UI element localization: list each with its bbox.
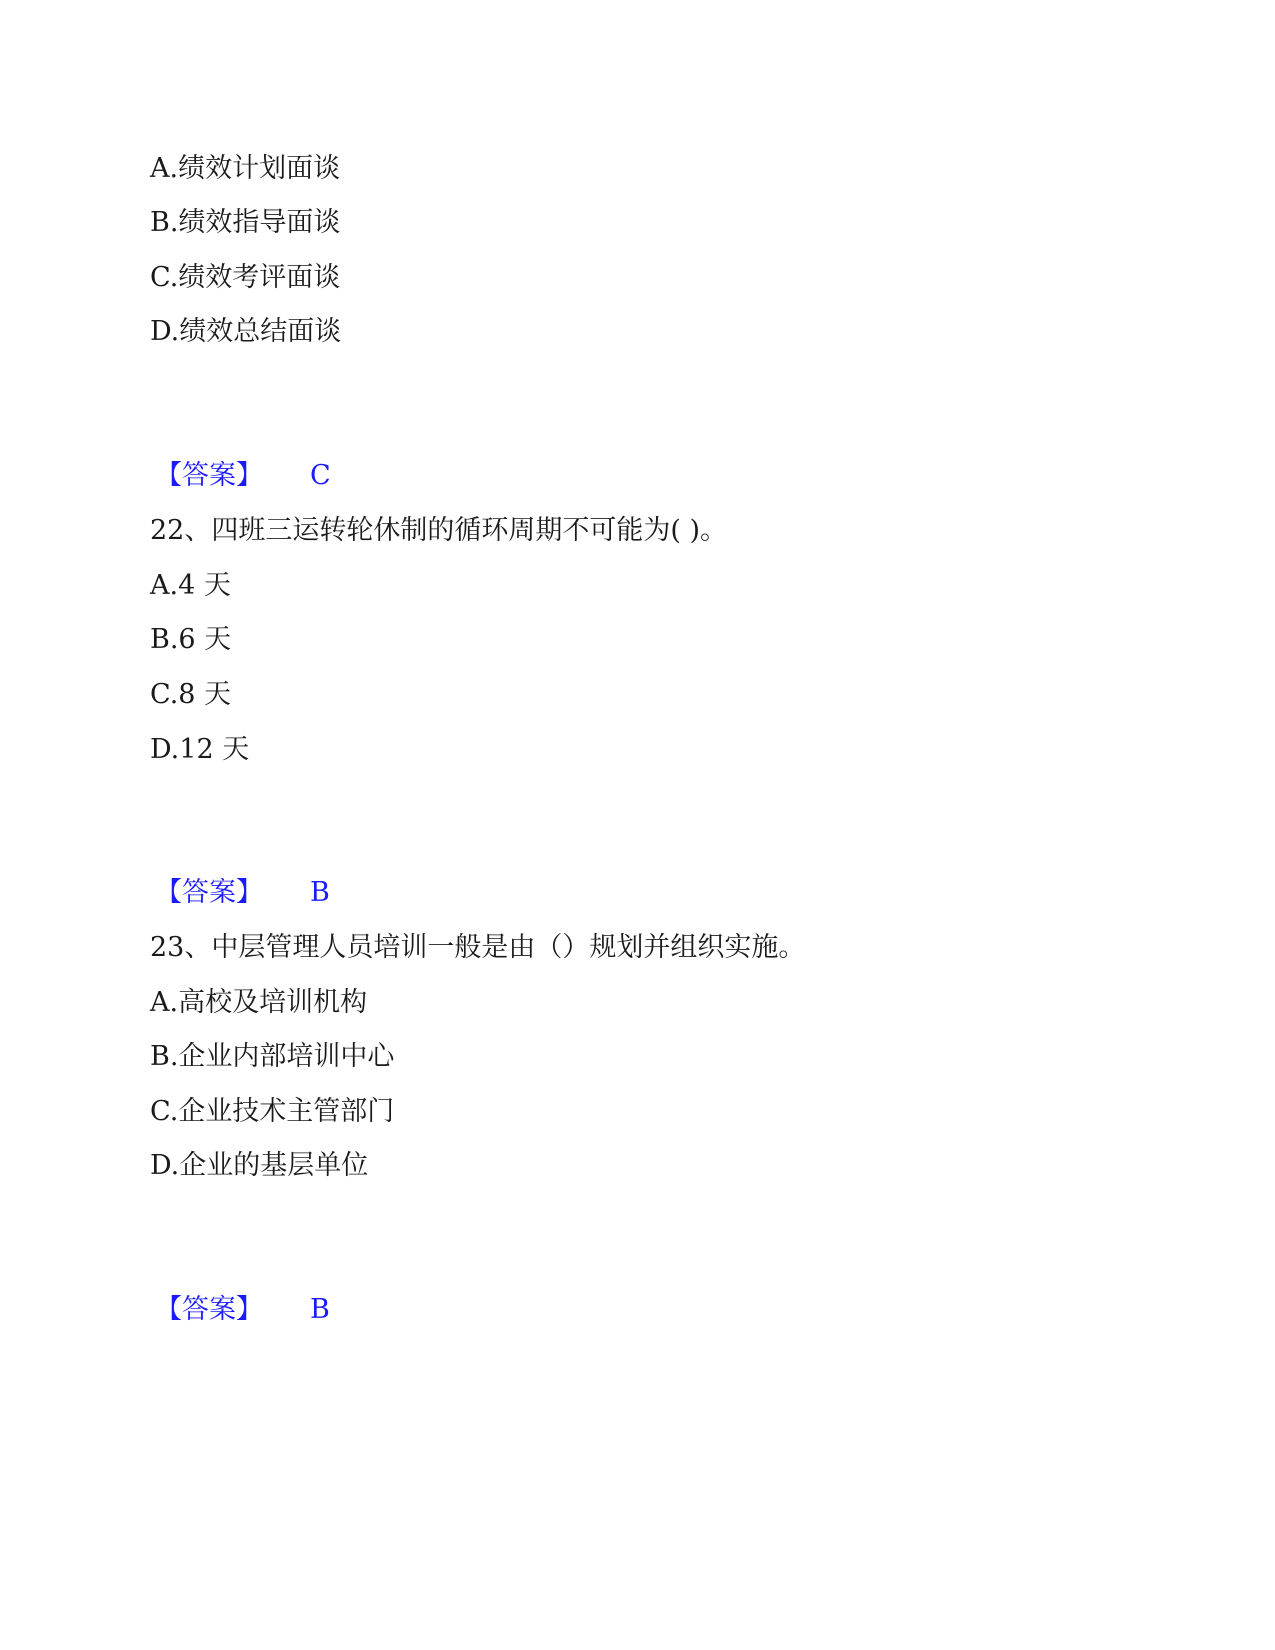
answer-value: C: [310, 460, 331, 491]
answer-row: [155, 876, 330, 910]
answer-value: B: [310, 877, 330, 908]
answer-label: 【答案】: [155, 877, 263, 908]
answer-label: 【答案】: [155, 460, 263, 491]
option-c: C.8 天: [150, 679, 232, 710]
option-a: A.高校及培训机构: [150, 987, 368, 1018]
option-a: A.绩效计划面谈: [150, 153, 341, 184]
question-22: 22、四班三运转轮休制的循环周期不可能为( )。: [150, 515, 728, 546]
question-23: 23、中层管理人员培训一般是由（）规划并组织实施。: [150, 932, 806, 963]
option-b: B.6 天: [150, 624, 232, 655]
answer-label: 【答案】: [155, 1294, 263, 1325]
option-c: C.企业技术主管部门: [150, 1096, 395, 1127]
answer-row: [155, 1293, 330, 1327]
answer-value: B: [310, 1294, 330, 1325]
option-d: D.绩效总结面谈: [150, 316, 342, 347]
option-d: D.12 天: [150, 734, 250, 765]
option-b: B.企业内部培训中心: [150, 1041, 395, 1072]
answer-row: [155, 459, 331, 493]
option-a: A.4 天: [150, 570, 231, 601]
option-b: B.绩效指导面谈: [150, 207, 341, 238]
option-d: D.企业的基层单位: [150, 1150, 369, 1181]
option-c: C.绩效考评面谈: [150, 262, 341, 293]
